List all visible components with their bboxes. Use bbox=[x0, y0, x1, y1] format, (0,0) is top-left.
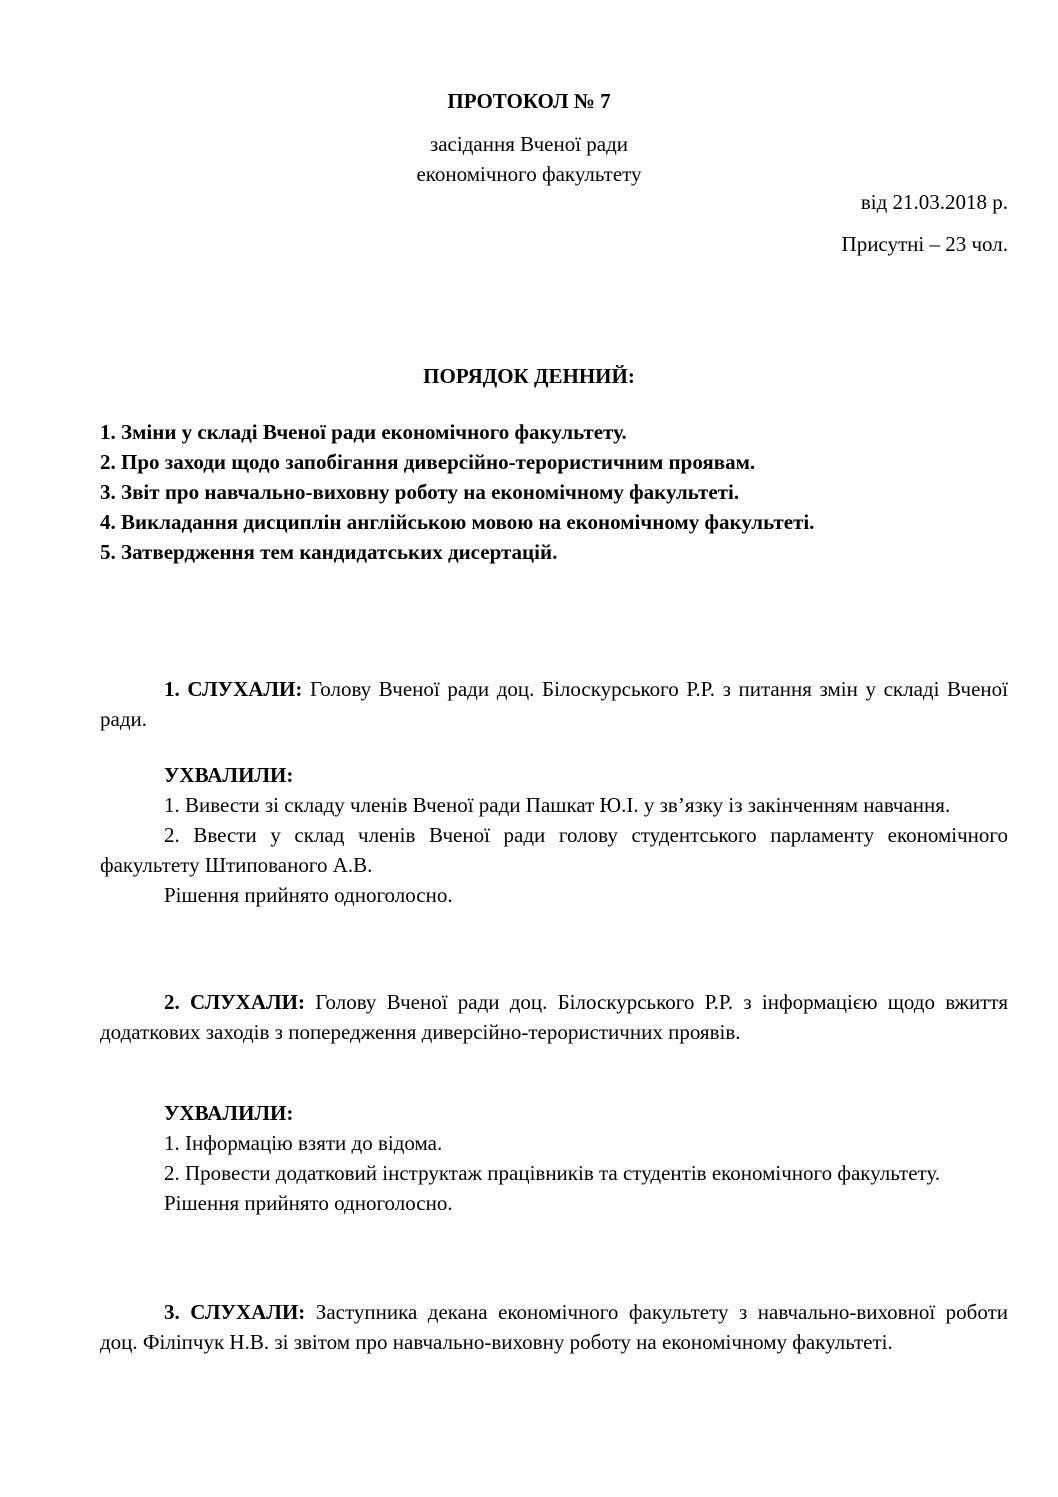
protocol-subtitle bbox=[0, 129, 1058, 189]
section-1-heard bbox=[100, 674, 1008, 734]
section-1-decided bbox=[100, 760, 1008, 910]
agenda-item: 2. Про заходи щодо запобігання диверсійно-терористичним проявам. bbox=[100, 450, 756, 474]
decision-result: Рішення прийнято одноголосно. bbox=[164, 1191, 453, 1215]
decision-result: Рішення прийнято одноголосно. bbox=[164, 883, 453, 907]
agenda-list bbox=[100, 417, 1008, 567]
protocol-title: ПРОТОКОЛ № 7 bbox=[447, 89, 611, 113]
attendance-count: Присутні – 23 чол. bbox=[841, 232, 1008, 256]
heard-paragraph bbox=[100, 674, 1008, 734]
heard-label: 3. СЛУХАЛИ: bbox=[164, 1300, 306, 1324]
meeting-date: від 21.03.2018 р. bbox=[860, 190, 1008, 214]
subtitle-line-1: засідання Вченої ради bbox=[429, 132, 629, 156]
heard-text: Голову Вченої ради доц. Білоскурського Р.Р. з питання змін у складі Вченої ради. bbox=[100, 677, 1008, 731]
decision-item: 1. Інформацію взяти до відома. bbox=[164, 1131, 443, 1155]
heard-label: 2. СЛУХАЛИ: bbox=[164, 990, 305, 1014]
agenda-title: ПОРЯДОК ДЕННИЙ: bbox=[423, 364, 635, 388]
heard-text: Голову Вченої ради доц. Білоскурського Р.Р. з інформацією щодо вжиття додаткових заходів з попередження диверсійно-терористичних проявів. bbox=[100, 990, 1008, 1044]
decision-item: 2. Провести додатковий інструктаж працівників та студентів економічного факультету. bbox=[164, 1161, 941, 1185]
heard-text: Заступника декана економічного факультету з навчально-виховної роботи доц. Філіпчук Н.В. зі звітом про навчально-виховну роботу на економічному факультеті. bbox=[100, 1300, 1008, 1354]
decision-item: 2. Ввести у склад членів Вченої ради голову студентського парламенту економічного факультету Штипованого А.В. bbox=[100, 823, 1008, 877]
subtitle-line-2: економічного факультету bbox=[416, 162, 642, 186]
agenda-item: 5. Затвердження тем кандидатських дисертацій. bbox=[100, 540, 558, 564]
heard-paragraph bbox=[100, 1297, 1008, 1357]
decided-label: УХВАЛИЛИ: bbox=[164, 763, 294, 787]
agenda-item: 3. Звіт про навчально-виховну роботу на економічному факультеті. bbox=[100, 480, 740, 504]
heard-label: 1. СЛУХАЛИ: bbox=[164, 677, 303, 701]
section-2-heard bbox=[100, 987, 1008, 1047]
section-3-heard bbox=[100, 1297, 1008, 1357]
section-2-decided bbox=[100, 1098, 1008, 1218]
agenda-item: 4. Викладання дисциплін англійською мовою на економічному факультеті. bbox=[100, 510, 815, 534]
agenda-item: 1. Зміни у складі Вченої ради економічного факультету. bbox=[100, 420, 627, 444]
decision-item: 1. Вивести зі складу членів Вченої ради Пашкат Ю.І. у зв’язку із закінченням навчання. bbox=[164, 793, 951, 817]
decided-label: УХВАЛИЛИ: bbox=[164, 1101, 294, 1125]
heard-paragraph bbox=[100, 987, 1008, 1047]
